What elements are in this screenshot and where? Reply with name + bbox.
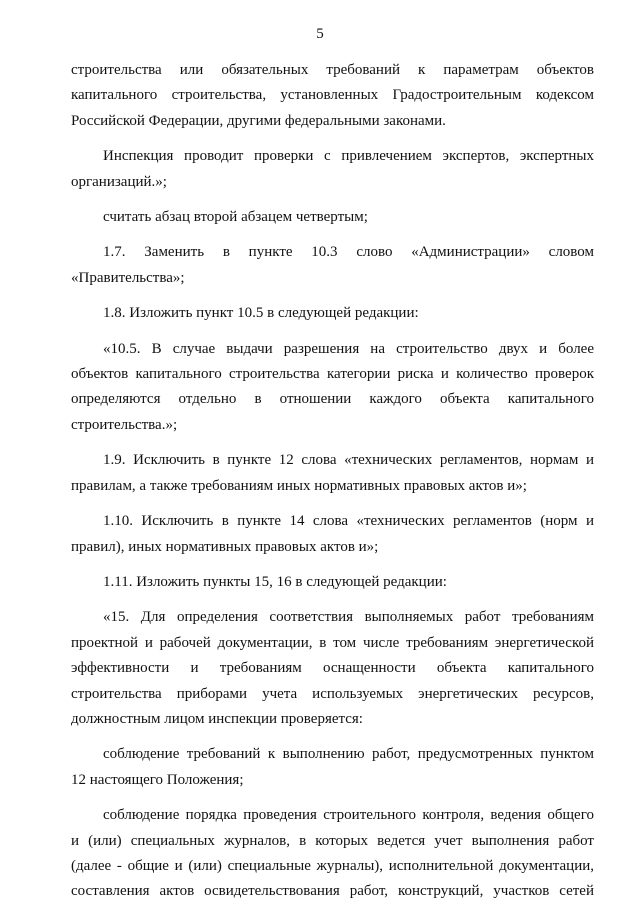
paragraph bbox=[71, 58, 594, 134]
paragraph-line: 1.7. Заменить в пункте 10.3 слово «Администрации» словом bbox=[103, 244, 594, 261]
paragraph-line: правил), иных нормативных правовых актов и»; bbox=[71, 538, 379, 555]
paragraph-line: «Правительства»; bbox=[71, 269, 185, 286]
paragraph bbox=[71, 337, 594, 439]
paragraph bbox=[71, 301, 594, 326]
paragraph-line: должностным лицом инспекции проверяется: bbox=[71, 710, 363, 727]
paragraph-line: 12 настоящего Положения; bbox=[71, 771, 244, 788]
paragraph-line: правилам, а также требованиям иных нормативных правовых актов и»; bbox=[71, 477, 527, 494]
paragraph-line: составления актов освидетельствования работ, конструкций, участков сетей bbox=[71, 883, 594, 900]
paragraph bbox=[71, 570, 594, 595]
paragraph bbox=[71, 742, 594, 793]
paragraph-line: эффективности и требованиям оснащенности объекта капитального bbox=[71, 660, 594, 677]
paragraph bbox=[71, 448, 594, 499]
paragraph-line: «15. Для определения соответствия выполняемых работ требованиям bbox=[103, 609, 594, 626]
paragraph-line: считать абзац второй абзацем четвертым; bbox=[103, 209, 368, 226]
paragraph-line: (далее - общие и (или) специальные журналы), исполнительной документации, bbox=[71, 857, 594, 874]
paragraph-line: соблюдение требований к выполнению работ, предусмотренных пунктом bbox=[103, 746, 594, 763]
page-number: 5 bbox=[316, 26, 324, 42]
paragraph-line: «10.5. В случае выдачи разрешения на строительство двух и более bbox=[103, 340, 594, 357]
paragraph-line: 1.9. Исключить в пункте 12 слова «технических регламентов, нормам и bbox=[103, 452, 594, 469]
paragraph bbox=[71, 240, 594, 291]
paragraph bbox=[71, 205, 594, 230]
paragraph-line: организаций.»; bbox=[71, 173, 167, 190]
paragraph-line: 1.11. Изложить пункты 15, 16 в следующей редакции: bbox=[103, 573, 447, 590]
paragraph-line: строительства.»; bbox=[71, 416, 178, 433]
paragraph-line: Российской Федерации, другими федеральными законами. bbox=[71, 112, 446, 129]
paragraph-line: строительства приборами учета используемых энергетических ресурсов, bbox=[71, 685, 594, 702]
paragraph-line: соблюдение порядка проведения строительного контроля, ведения общего bbox=[103, 807, 594, 824]
paragraph-line: Инспекция проводит проверки с привлечением экспертов, экспертных bbox=[103, 148, 594, 165]
paragraph-line: капитального строительства, установленных Градостроительным кодексом bbox=[71, 87, 594, 104]
document-body bbox=[71, 58, 594, 915]
paragraph-line: и (или) специальных журналов, в которых ведется учет выполнения работ bbox=[71, 832, 594, 849]
paragraph-line: определяются отдельно в отношении каждого объекта капитального bbox=[71, 391, 594, 408]
paragraph-line: строительства или обязательных требований к параметрам объектов bbox=[71, 62, 594, 78]
paragraph-line: объектов капитального строительства категории риска и количество проверок bbox=[71, 366, 594, 383]
paragraph bbox=[71, 144, 594, 195]
paragraph-line: проектной и рабочей документации, в том числе требованиям энергетической bbox=[71, 634, 594, 651]
paragraph-line: 1.8. Изложить пункт 10.5 в следующей редакции: bbox=[103, 305, 419, 322]
paragraph bbox=[71, 509, 594, 560]
paragraph bbox=[71, 803, 594, 905]
paragraph-line: 1.10. Исключить в пункте 14 слова «технических регламентов (норм и bbox=[103, 513, 594, 530]
paragraph bbox=[71, 605, 594, 732]
